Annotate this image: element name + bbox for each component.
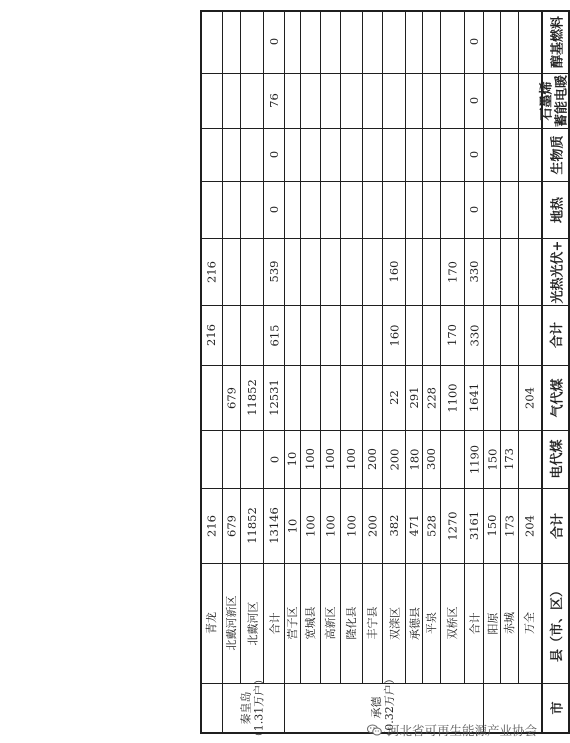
value-cell: 0: [466, 96, 481, 105]
value-cell: 0: [266, 205, 281, 214]
value-cell: 10: [285, 451, 299, 467]
value-cell: 3161: [466, 510, 481, 541]
value-cell: 200: [386, 448, 401, 470]
table-rule: [200, 128, 570, 129]
value-cell: 216: [204, 324, 218, 346]
table-rule: [200, 563, 570, 564]
value-cell: 200: [365, 448, 379, 470]
county-cell: 阳原: [485, 612, 499, 634]
header-2: 合计: [549, 512, 565, 539]
county-cell: 赤城: [503, 612, 516, 634]
table-rule: [200, 430, 570, 431]
value-cell: 150: [484, 514, 499, 537]
value-cell: 100: [323, 448, 337, 470]
county-cell: 双滦区: [387, 606, 401, 640]
county-cell: 青龙: [205, 612, 218, 634]
value-cell: 160: [386, 260, 401, 283]
header-8: 生物质: [549, 135, 565, 175]
county-cell: 承德县: [407, 606, 421, 640]
table-rule: [200, 73, 570, 74]
value-cell: 330: [466, 260, 481, 283]
value-cell: 382: [386, 514, 401, 537]
value-cell: 0: [466, 205, 481, 214]
table-rule: [200, 488, 570, 489]
value-cell: 100: [323, 514, 337, 537]
county-cell: 万全: [523, 612, 536, 634]
value-cell: 160: [386, 324, 401, 346]
county-cell: 合计: [467, 612, 481, 634]
value-cell: 100: [344, 448, 358, 470]
value-cell: 300: [424, 448, 438, 470]
value-cell: 22: [386, 390, 401, 405]
county-cell: 北戴河区: [245, 601, 259, 645]
city-cell: 秦皇岛 （1.31万户）: [239, 673, 265, 742]
value-cell: 0: [466, 37, 481, 46]
value-cell: 11852: [244, 507, 259, 544]
table-rule: [200, 10, 570, 11]
value-cell: 170: [445, 260, 459, 283]
value-cell: 76: [266, 93, 281, 108]
value-cell: 204: [522, 386, 536, 409]
value-cell: 180: [406, 448, 421, 470]
value-cell: 679: [224, 514, 238, 537]
header-5: 合计: [549, 322, 565, 349]
value-cell: 228: [424, 386, 438, 409]
value-cell: 0: [266, 150, 281, 159]
value-cell: 0: [466, 150, 481, 159]
value-cell: 173: [502, 448, 516, 470]
header-4: 气代煤: [549, 378, 565, 418]
value-cell: 1100: [445, 382, 459, 413]
value-cell: 100: [344, 514, 358, 537]
value-cell: 216: [204, 260, 218, 283]
table-rule: [200, 238, 570, 239]
table-rule: [200, 305, 570, 306]
county-cell: 隆化县: [345, 606, 358, 640]
value-cell: 100: [303, 514, 317, 537]
table-rule: [200, 365, 570, 366]
value-cell: 200: [365, 514, 379, 537]
county-cell: 平泉: [425, 612, 438, 634]
header-10: 醇基燃料: [549, 15, 565, 68]
header-3: 电代煤: [549, 439, 565, 479]
watermark: [367, 721, 537, 739]
header-0: 市: [549, 701, 565, 715]
value-cell: 10: [285, 518, 299, 533]
value-cell: 471: [406, 514, 421, 537]
header-6: 光热光伏+: [549, 240, 565, 303]
county-cell: 合计: [267, 612, 281, 634]
value-cell: 1641: [466, 382, 481, 413]
value-cell: 528: [424, 514, 438, 537]
value-cell: 1270: [445, 510, 459, 541]
value-cell: 150: [484, 448, 499, 470]
value-cell: 539: [266, 260, 281, 283]
county-cell: 北戴河新区: [225, 595, 238, 651]
value-cell: 1190: [466, 444, 481, 474]
table-rule: [200, 181, 570, 182]
county-cell: 营子区: [286, 606, 299, 640]
value-cell: 12531: [266, 379, 281, 416]
county-cell: 丰宁县: [366, 606, 379, 640]
value-cell: 100: [303, 448, 317, 470]
value-cell: 204: [522, 514, 536, 537]
value-cell: 291: [406, 386, 421, 409]
county-cell: 宽城县: [304, 606, 317, 640]
value-cell: 216: [204, 514, 218, 537]
header-1: 县（市、区）: [549, 584, 565, 663]
value-cell: 615: [266, 324, 281, 346]
header-9: 石墨烯 蓄能电暖: [539, 74, 569, 127]
value-cell: 170: [445, 324, 459, 346]
header-7: 地热: [549, 196, 565, 223]
county-cell: 高新区: [324, 606, 337, 640]
watermark-text: 河北省可再生能源产业协会: [386, 723, 537, 738]
city-cell: 承德 （0.32万户）: [369, 673, 396, 742]
value-cell: 679: [224, 386, 238, 409]
county-cell: 双桥区: [446, 606, 459, 640]
value-cell: 0: [266, 455, 281, 463]
wechat-icon: [367, 724, 382, 736]
value-cell: 173: [502, 514, 516, 537]
value-cell: 0: [266, 37, 281, 46]
value-cell: 11852: [244, 379, 259, 416]
value-cell: 13146: [266, 507, 281, 544]
value-cell: 330: [466, 324, 481, 346]
